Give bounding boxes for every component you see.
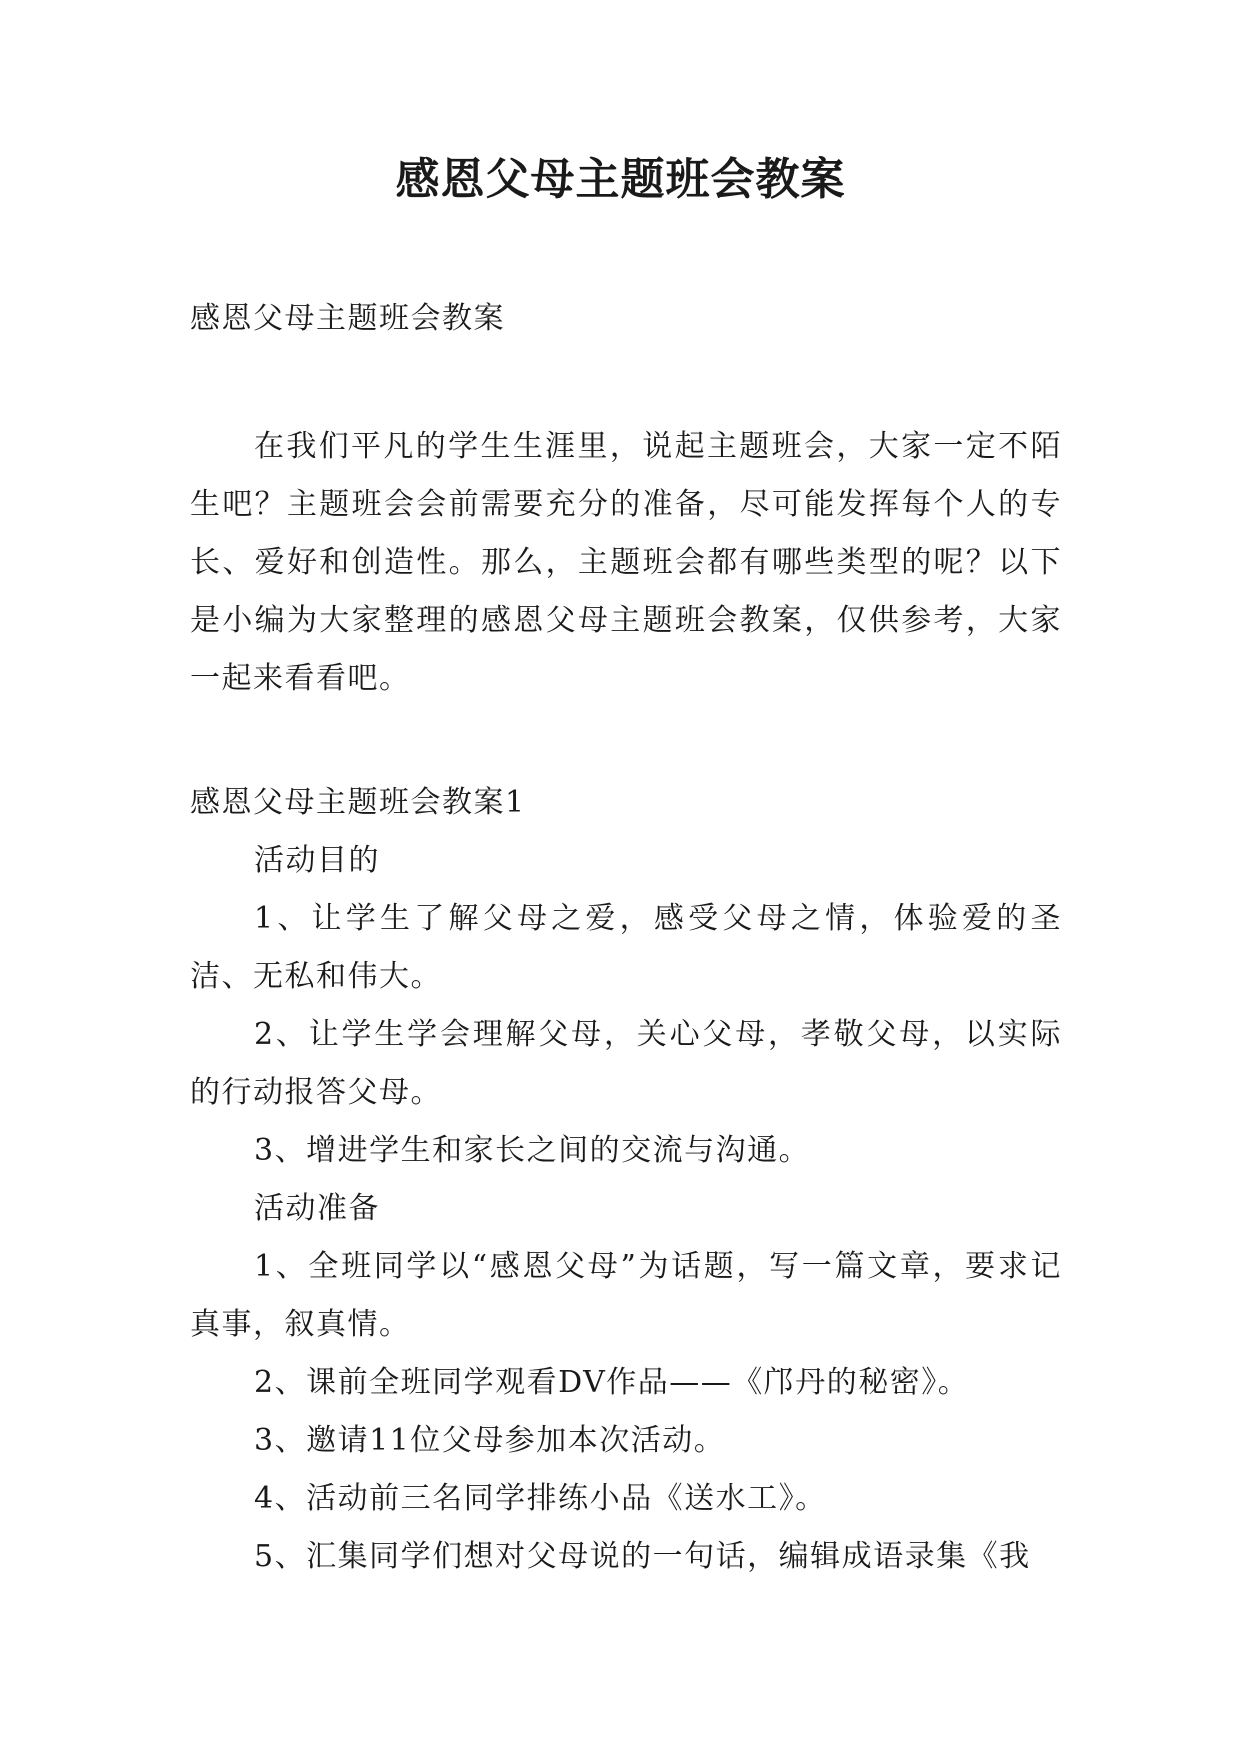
- document-title: 感恩父母主题班会教案: [395, 154, 846, 205]
- purpose-item: 2、让学生学会理解父母，关心父母，孝敬父母，以实际的行动报答父母。: [190, 1017, 1062, 1110]
- purpose-item: 1、让学生了解父母之爱，感受父母之情，体验爱的圣洁、无私和伟大。: [190, 901, 1062, 994]
- intro-paragraph: 在我们平凡的学生生涯里，说起主题班会，大家一定不陌生吧？主题班会会前需要充分的准备，尽可能发挥每个人的专长、爱好和创造性。那么，主题班会都有哪些类型的呢？以下是小编为大家整理的感恩父母主题班会教案，仅供参考，大家一起来看看吧。: [190, 429, 1062, 696]
- purpose-heading: 活动目的: [254, 843, 380, 878]
- document-body: [190, 290, 1062, 1586]
- section-title: 感恩父母主题班会教案1: [190, 785, 526, 820]
- prep-item: 3、邀请11位父母参加本次活动。: [254, 1423, 726, 1458]
- subtitle: 感恩父母主题班会教案: [190, 301, 505, 336]
- prep-item: 5、汇集同学们想对父母说的一句话，编辑成语录集《我: [254, 1539, 1031, 1574]
- purpose-item: 3、增进学生和家长之间的交流与沟通。: [254, 1133, 811, 1168]
- prep-item: 4、活动前三名同学排练小品《送水工》。: [254, 1481, 827, 1516]
- spacer: [190, 348, 1062, 406]
- prep-heading: 活动准备: [254, 1191, 380, 1226]
- prep-item: 2、课前全班同学观看DV作品——《邝丹的秘密》。: [254, 1365, 970, 1400]
- prep-item: 1、全班同学以“感恩父母”为话题，写一篇文章，要求记真事，叙真情。: [190, 1249, 1062, 1342]
- spacer: [190, 708, 1062, 766]
